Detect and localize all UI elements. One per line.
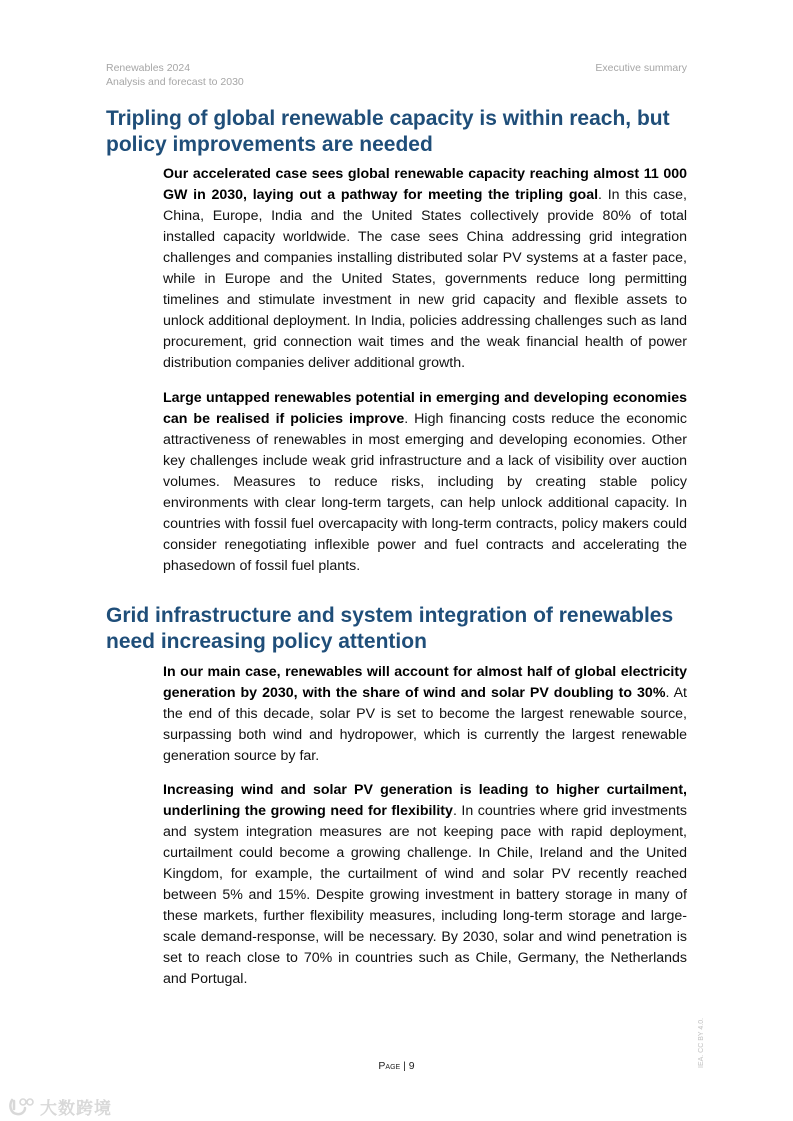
paragraph-body: . In countries where grid investments and system integration measures are not keeping pace with rapid deployment, curtailment could become a growing challenge. In Chile, Ireland and the United Kingdom, for example, the curtailment of wind and solar PV recently reached between 5% and 15%. Despite growing investment in battery storage in many of these markets, further flexibility measures, including long-term storage and large-scale demand-response, will be necessary. By 2030, solar and wind penetration is set to reach close to 70% in countries such as Chile, Germany, the Netherlands and Portugal. [163, 803, 687, 987]
paragraph-lead: Our accelerated case sees global renewable capacity reaching almost 11 000 GW in 2030, laying out a pathway for meeting the tripling goal [163, 166, 687, 203]
brand-logo-icon [8, 1097, 36, 1117]
report-subtitle: Analysis and forecast to 2030 [106, 76, 244, 88]
license-note: IEA. CC BY 4.0. [698, 1017, 705, 1068]
paragraph-body: . High financing costs reduce the economic attractiveness of renewables in most emerging and developing economies. Other key challenges include weak grid infrastructure and a lack of visibility over auction volumes. Measures to reduce risks, including by creating stable policy environments with clear long-term targets, can help unlock additional capacity. In countries with fossil fuel overcapacity with long-term contracts, policy makers could consider renegotiating inflexible power and fuel contracts and accelerating the phasedown of fossil fuel plants. [163, 411, 687, 574]
watermark [8, 1094, 112, 1119]
page-number-value: 9 [408, 1060, 415, 1072]
report-title: Renewables 2024 [106, 62, 191, 74]
paragraph-lead: Large untapped renewables potential in emerging and developing economies can be realised if policies improve [163, 390, 687, 427]
page-separator: | [400, 1060, 409, 1072]
paragraph-body: . In this case, China, Europe, India and the United States collectively provide 80% of total installed capacity worldwide. The case sees China addressing grid integration challenges and companies installing distributed solar PV systems at a faster pace, while in Europe and the United States, governments reduce long permitting timelines and stimulate investment in new grid capacity and flexible assets to unlock additional deployment. In India, policies addressing challenges such as land procurement, grid connection wait times and the weak financial health of power distribution companies deliver additional growth. [163, 187, 687, 371]
section-heading-grid-integration: Grid infrastructure and system integration of renewables need increasing policy attention [106, 604, 674, 653]
paragraph-lead: Increasing wind and solar PV generation is leading to higher curtailment, underlining the growing need for flexibility [163, 782, 687, 819]
paragraph-body: . At the end of this decade, solar PV is set to become the largest renewable source, surpassing both wind and hydropower, which is currently the largest renewable generation source by far. [163, 685, 687, 764]
watermark-text: 大数跨境 [40, 1099, 112, 1119]
paragraph-accelerated-case [163, 164, 687, 374]
paragraph-lead: In our main case, renewables will account for almost half of global electricity generation by 2030, with the share of wind and solar PV doubling to 30% [163, 664, 687, 701]
page-number [0, 1060, 793, 1072]
section-heading-tripling: Tripling of global renewable capacity is within reach, but policy improvements are needed [106, 107, 670, 156]
paragraph-curtailment [163, 780, 687, 990]
running-header-section: Executive summary [595, 62, 687, 74]
paragraph-main-case [163, 662, 687, 767]
running-header-left [106, 61, 244, 89]
paragraph-emerging-economies [163, 388, 687, 577]
page-label: Page [378, 1060, 401, 1072]
